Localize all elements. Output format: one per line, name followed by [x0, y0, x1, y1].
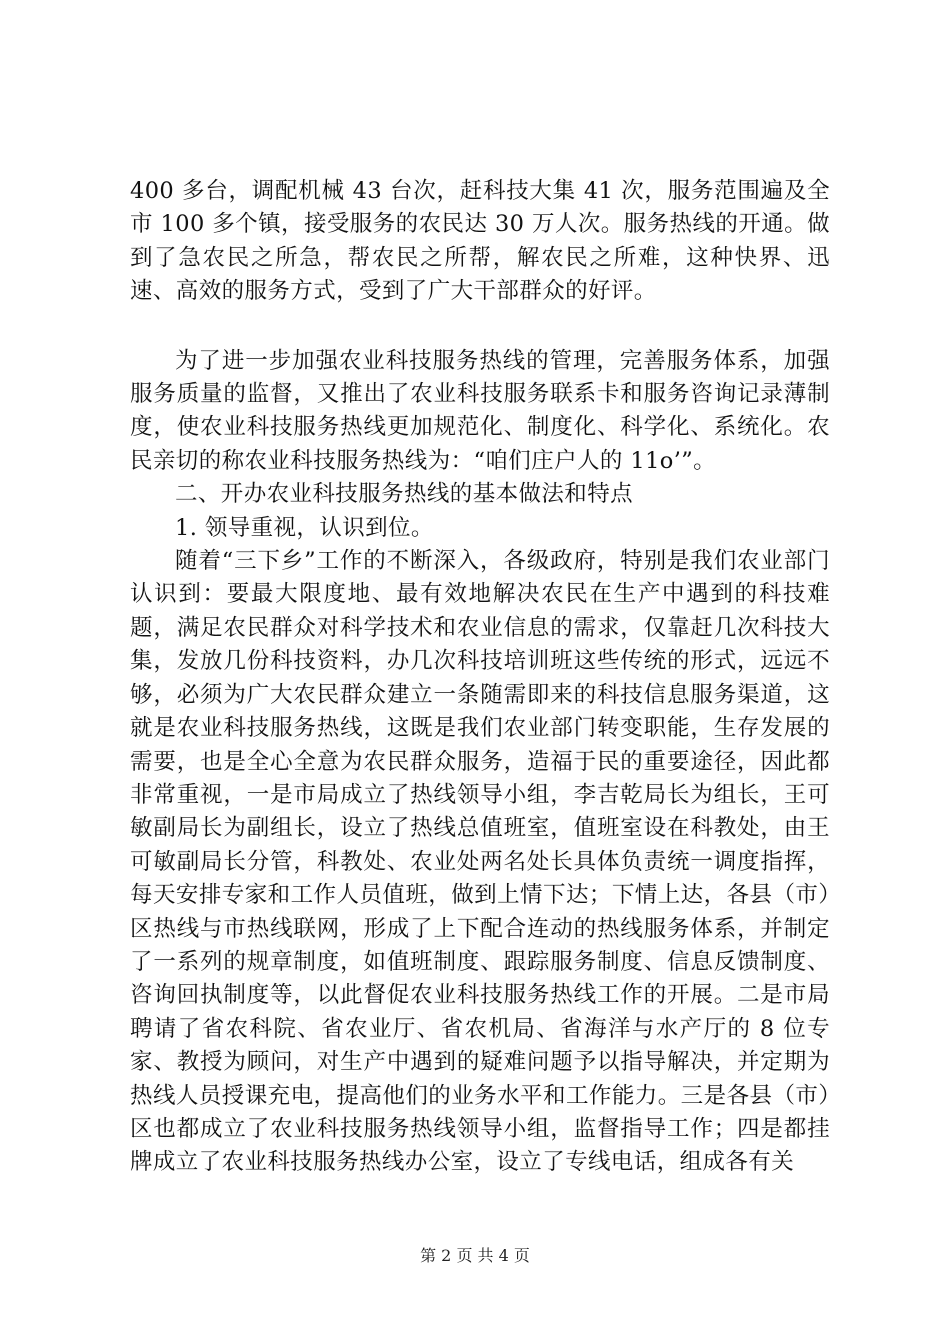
paragraph-spacer: [130, 309, 830, 345]
paragraph-hotline-management: 为了进一步加强农业科技服务热线的管理，完善服务体系，加强服务质量的监督，又推出了农业科技服务联系卡和服务咨询记录薄制度，使农业科技服务热线更加规范化、制度化、科学化、系统化。农民亲切的称农业科技服务热线为：“咱们庄户人的 11o’”。: [130, 347, 830, 474]
paragraph-service-results: 400 多台，调配机械 43 台次，赶科技大集 41 次，服务范围遍及全市 100 多个镇，接受服务的农民达 30 万人次。服务热线的开通。做到了急农民之所急，帮农民之所帮，解农民之所难，这种快界、迅速、高效的服务方式，受到了广大干部群众的好评。: [130, 178, 830, 305]
subsection-heading-leadership: 1. 领导重视，认识到位。: [175, 514, 434, 541]
section-heading-basic-practices: 二、开办农业科技服务热线的基本做法和特点: [175, 481, 634, 508]
page-footer: 第 2 页 共 4 页: [420, 1246, 530, 1265]
paragraph-leadership-details: 随着“三下乡”工作的不断深入，各级政府，特别是我们农业部门认识到：要最大限度地、最有效地解决农民在生产中遇到的科技难题，满足农民群众对科学技术和农业信息的需求，仅靠赶几次科技大集，发放几份科技资料，办几次科技培训班这些传统的形式，远远不够，必须为广大农民群众建立一条随需即来的科技信息服务渠道，这就是农业科技服务热线，这既是我们农业部门转变职能，生存发展的需要，也是全心全意为农民群众服务，造福于民的重要途径，因此都非常重视，一是市局成立了热线领导小组，李吉乾局长为组长，王可敏副局长为副组长，设立了热线总值班室，值班室设在科教处，由王可敏副局长分管，科教处、农业处两名处长具体负责统一调度指挥，每天安排专家和工作人员值班，做到上情下达；下情上达，各县（市）区热线与市热线联网，形成了上下配合连动的热线服务体系，并制定了一系列的规章制度，如值班制度、跟踪服务制度、信息反馈制度、咨询回执制度等，以此督促农业科技服务热线工作的开展。二是市局聘请了省农科院、省农业厅、省农机局、省海洋与水产厅的 8 位专家、教授为顾问，对生产中遇到的疑难问题予以指导解决，并定期为热线人员授课充电，提高他们的业务水平和工作能力。三是各县（市）区也都成立了农业科技服务热线领导小组，监督指导工作；四是都挂牌成立了农业科技服务热线办公室，设立了专线电话，组成各有关: [130, 548, 830, 1176]
document-body: [130, 175, 830, 1180]
